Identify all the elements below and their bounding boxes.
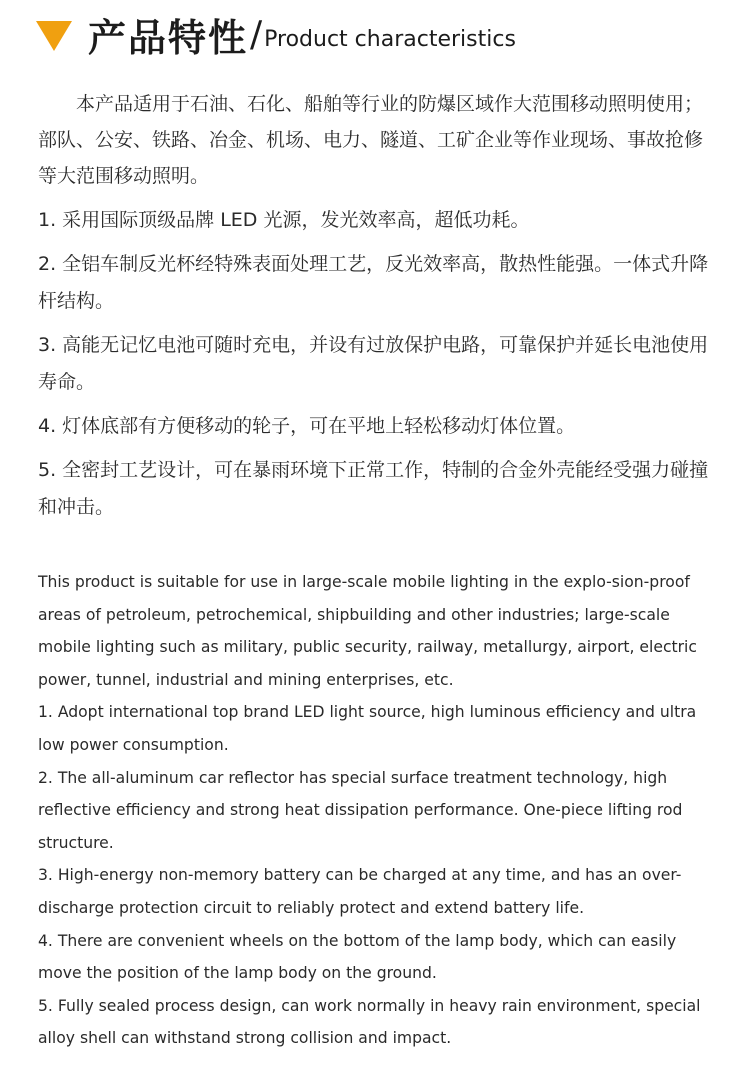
en-feature-item: 4. There are convenient wheels on the bottom of the lamp body, which can easily move the position of the lamp body on the ground. [38, 931, 677, 983]
title-english: Product characteristics [264, 26, 516, 52]
chinese-description [38, 86, 710, 533]
cn-feature-item: 4. 灯体底部有方便移动的轮子，可在平地上轻松移动灯体位置。 [38, 415, 576, 437]
en-feature-item: 1. Adopt international top brand LED light source, high luminous efficiency and ultra low power consumption. [38, 703, 697, 754]
triangle-down-icon [36, 21, 72, 51]
en-intro-paragraph: This product is suitable for use in large-scale mobile lighting in the explo-sion-proof areas of petroleum, petrochemical, shipbuilding and other industries; large-scale mobile lighting such as military, public security, railway, metallurgy, airport, electric power, tunnel, industrial and mining enterprises, etc. [38, 573, 697, 689]
en-feature-item: 3. High-energy non-memory battery can be charged at any time, and has an over-discharge protection circuit to reliably protect and extend battery life. [38, 866, 682, 917]
cn-feature-item: 1. 采用国际顶级品牌 LED 光源，发光效率高，超低功耗。 [38, 209, 530, 231]
section-header [36, 8, 516, 60]
english-description [38, 566, 710, 1055]
en-feature-item: 5. Fully sealed process design, can work normally in heavy rain environment, special alloy shell can withstand strong collision and impact. [38, 996, 701, 1048]
cn-feature-item: 5. 全密封工艺设计，可在暴雨环境下正常工作，特制的合金外壳能经受强力碰撞和冲击。 [38, 459, 709, 518]
cn-feature-item: 3. 高能无记忆电池可随时充电，并设有过放保护电路，可靠保护并延长电池使用寿命。 [38, 334, 709, 393]
title-separator: / [250, 13, 263, 55]
title-chinese: 产品特性 [88, 15, 249, 60]
cn-feature-item: 2. 全铝车制反光杯经特殊表面处理工艺，反光效率高，散热性能强。一体式升降杆结构。 [38, 253, 709, 312]
en-feature-item: 2. The all-aluminum car reflector has special surface treatment technology, high reflective efficiency and strong heat dissipation performance. One-piece lifting rod structure. [38, 768, 683, 852]
cn-intro-paragraph: 本产品适用于石油、石化、船舶等行业的防爆区域作大范围移动照明使用；部队、公安、铁路、冶金、机场、电力、隧道、工矿企业等作业现场、事故抢修等大范围移动照明。 [38, 93, 704, 187]
